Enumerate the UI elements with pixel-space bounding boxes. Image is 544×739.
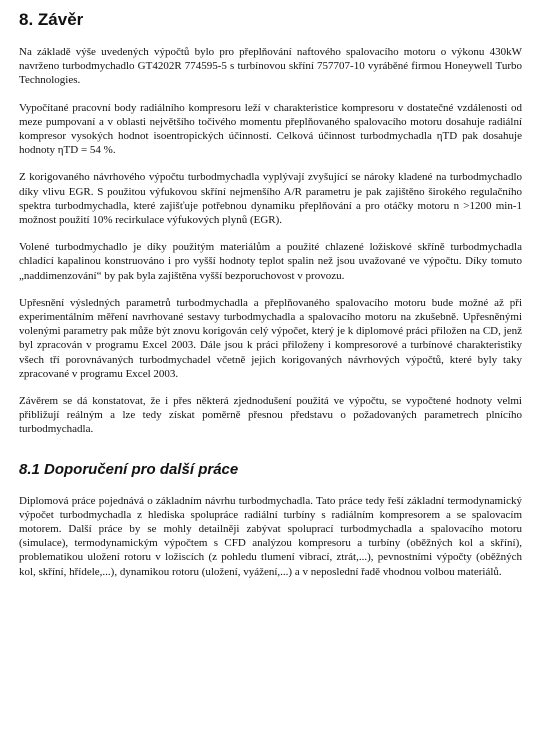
- section-paragraph: Diplomová práce pojednává o základním návrhu turbodmychadla. Tato práce tedy řeší základní termodynamický výpočet turbodmychadla z hlediska spolupráce radiální turbíny s radiálním kompresorem a se spalovacím motorem. Další práce by se mohly detailněji zabývat spoluprací turbodmychadla a spalovacího motoru (simulace), termodynamickým výpočtem s CFD analýzou kompresoru a turbíny (oběžných kol a skříní), problematikou uložení rotoru v ložiscích (z pohledu tlumení vibrací, ztrát,...), pevnostními výpočty (oběžných kol, skříní, hřídele,...), dynamikou rotoru (uložení, vyážení,...) a v neposlední řadě vhodnou volbou materiálů.: [19, 494, 522, 578]
- paragraph: Na základě výše uvedených výpočtů bylo pro přeplňování naftového spalovacího motoru o výkonu 430kW navrženo turbodmychadlo GT4202R 774595-5 s turbínovou skříní 757707-10 vyráběné firmou Honeywell Turbo Technologies.: [19, 46, 522, 87]
- paragraph: Závěrem se dá konstatovat, že i přes některá zjednodušení použitá ve výpočtu, se vypočtené hodnoty velmi přibližují reálným a lze tedy získat poměrně přesnou představu o požadovaných parametrech plnícího turbodmychadla.: [19, 395, 522, 436]
- paragraph: Vypočítané pracovní body radiálního kompresoru leží v charakteristice kompresoru v dostatečné vzdálenosti od meze pumpovaní a v oblasti největšího točivého momentu přeplňovaného spalovacího motoru dosahuje radiální kompresor vysokých hodnot isoentropických účinností. Celková účinnost turbodmychadla ηTD pak dosahuje hodnoty ηTD = 54 %.: [19, 101, 522, 157]
- paragraph: Volené turbodmychadlo je díky použitým materiálům a použité chlazené ložiskové skříně turbodmychadla chladící kapalinou konstruováno i pro vyšší hodnoty teplot spalin než jsou uvažované ve výpočtu. Díky tomuto „naddimenzování“ by pak byla zajištěna vyšší bezporuchovost v provozu.: [19, 241, 522, 282]
- paragraph: Z korigovaného návrhového výpočtu turbodmychadla vyplývají zvyšující se nároky kladené na turbodmychadlo díky vlivu EGR. S použitou výfukovou skříní nejmenšího A/R parametru je pak zajištěno širokého regulačního spektra turbodmychadla, které zajišťuje potřebnou dynamiku přeplňování a pro otáčky motoru n >1200 min-1 možnost použití 10% recirkulace výfukových plynů (EGR).: [19, 171, 522, 227]
- chapter-title: 8. Závěr: [19, 10, 84, 29]
- section-spacer: [19, 450, 522, 460]
- section-title: 8.1 Doporučení pro další práce: [19, 460, 239, 478]
- paragraph: Upřesnění výsledných parametrů turbodmychadla a přeplňovaného spalovacího motoru bude možné až při experimentálním měření navrhované sestavy turbodmychadla a spalovacího motoru na zkušebně. Upřesněnými volenými parametry pak může být znovu korigován celý výpočet, který je k diplomové práci přiložen na CD, jenž byl zpracován v programu Excel 2003. Dále jsou k práci přiloženy i kompresorové a turbínové charakteristiky všech tří porovnávaných turbodmychadel včetně jejich korigovaných návrhových výpočtů, které byly taky zpracované v programu Excel 2003.: [19, 296, 522, 380]
